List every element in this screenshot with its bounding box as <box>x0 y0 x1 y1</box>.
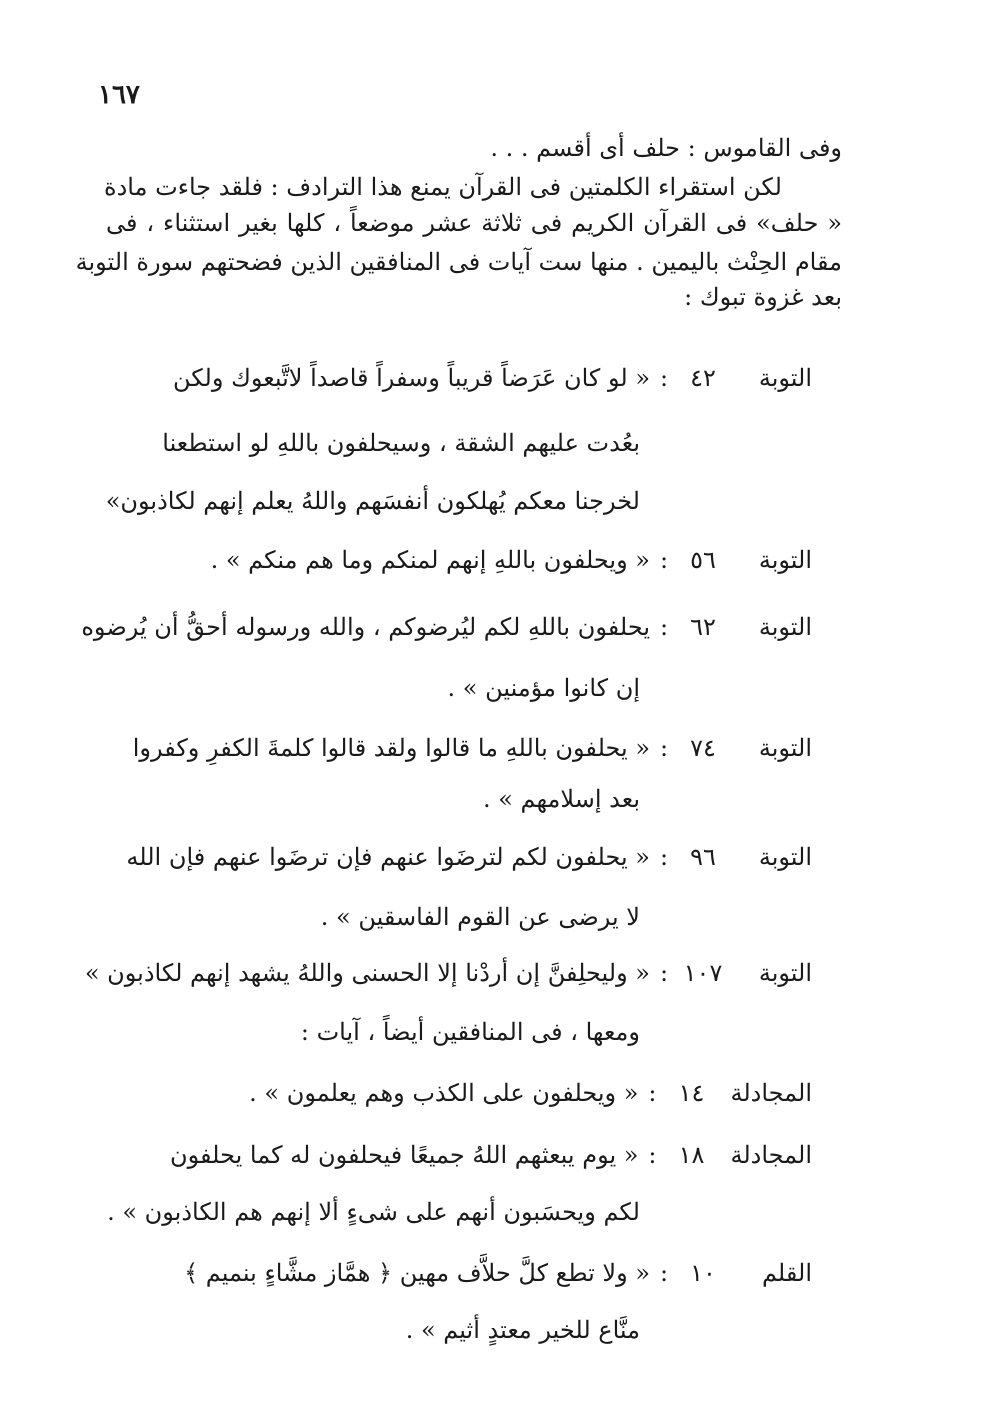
verse-entry <box>133 733 812 763</box>
colon-separator: : <box>659 1259 669 1287</box>
verse-continuation: لخرجنا معكم يُهلكون أنفسَهم واللهُ يعلم إنهم لكاذبون» <box>105 487 640 515</box>
verse-entry <box>170 1140 812 1170</box>
verse-entry <box>249 1078 812 1108</box>
colon-separator: : <box>659 959 669 987</box>
verse-entry <box>126 842 812 872</box>
sura-name: التوبة <box>758 734 812 762</box>
verse-text: « يحلفون لكم لترضَوا عنهم فإن ترضَوا عنهم فإن الله <box>126 843 650 871</box>
colon-separator: : <box>659 364 669 392</box>
sura-name: التوبة <box>758 613 812 641</box>
colon-separator: : <box>659 843 669 871</box>
verse-text: « يحلفون باللهِ ما قالوا ولقد قالوا كلمةَ الكفرِ وكفروا <box>132 734 650 762</box>
verse-text: يحلفون باللهِ لكم ليُرضوكم ، والله ورسوله أحقُّ أن يُرضوه <box>81 613 650 641</box>
paragraph-line: لكن استقراء الكلمتين فى القرآن يمنع هذا الترادف : فلقد جاءت مادة <box>104 173 782 201</box>
intro-line: وفى القاموس : حلف أى أقسم . . . <box>490 134 842 162</box>
verse-entry <box>184 1258 812 1288</box>
verse-number: ٧٤ <box>690 734 716 762</box>
verse-text: « ويحلفون باللهِ إنهم لمنكم وما هم منكم » . <box>210 546 650 574</box>
verse-number: ٦٢ <box>690 613 716 641</box>
verse-continuation: منَّاع للخير معتدٍ أثيم » . <box>405 1316 640 1344</box>
colon-separator: : <box>659 546 669 574</box>
colon-separator: : <box>648 1079 657 1107</box>
sura-name: المجادلة <box>730 1141 812 1169</box>
verse-number: ١٠ <box>690 1259 716 1287</box>
sura-name: التوبة <box>758 843 812 871</box>
sura-name: التوبة <box>758 959 812 987</box>
verse-entry <box>211 545 812 575</box>
sura-name: التوبة <box>758 546 812 574</box>
page-number: ١٦٧ <box>98 80 140 110</box>
paragraph-line: مقام الحِنْث باليمين . منها ست آيات فى المنافقين الذين فضحتهم سورة التوبة <box>75 248 842 276</box>
verse-text: « ولا تطع كلَّ حلاَّف مهين ﴿ همَّاز مشَّاءٍ بنميم ﴾ <box>184 1259 650 1287</box>
verse-text: « لو كان عَرَضاً قريباً وسفراً قاصداً لاتَّبعوك ولكن <box>173 364 650 392</box>
verse-entry <box>173 363 812 393</box>
verse-text: « وليحلِفنَّ إن أردْنا إلا الحسنى واللهُ يشهد إنهم لكاذبون » <box>84 959 650 987</box>
colon-separator: : <box>648 1141 657 1169</box>
verse-number: ٩٦ <box>690 843 716 871</box>
verse-number: ١٤ <box>678 1079 705 1107</box>
verse-entry <box>85 958 812 988</box>
verse-continuation: بعُدت عليهم الشقة ، وسيحلفون باللهِ لو استطعنا <box>162 429 640 457</box>
verse-number: ١٨ <box>678 1141 705 1169</box>
verse-continuation: بعد إسلامهم » . <box>482 785 640 813</box>
verse-continuation: لكم ويحسَبون أنهم على شىءٍ ألا إنهم هم الكاذبون » . <box>107 1198 640 1226</box>
verse-text: « يوم يبعثهم اللهُ جميعًا فيحلفون له كما يحلفون <box>170 1141 639 1169</box>
verse-number: ١٠٧ <box>683 959 723 987</box>
verse-continuation: ومعها ، فى المنافقين أيضاً ، آيات : <box>300 1018 640 1046</box>
sura-name: القلم <box>761 1259 812 1287</box>
verse-continuation: لا يرضى عن القوم الفاسقين » . <box>320 903 640 931</box>
verse-continuation: إن كانوا مؤمنين » . <box>447 674 640 702</box>
paragraph-line: بعد غزوة تبوك : <box>684 283 842 311</box>
sura-name: المجادلة <box>730 1079 812 1107</box>
verse-number: ٤٢ <box>690 364 716 392</box>
paragraph-line: « حلف» فى القرآن الكريم فى ثلاثة عشر موضعاً ، كلها بغير استثناء ، فى <box>106 209 842 237</box>
verse-number: ٥٦ <box>690 546 716 574</box>
verse-text: « ويحلفون على الكذب وهم يعلمون » . <box>249 1079 639 1107</box>
colon-separator: : <box>659 734 669 762</box>
colon-separator: : <box>659 613 669 641</box>
verse-entry <box>81 612 812 642</box>
sura-name: التوبة <box>758 364 812 392</box>
